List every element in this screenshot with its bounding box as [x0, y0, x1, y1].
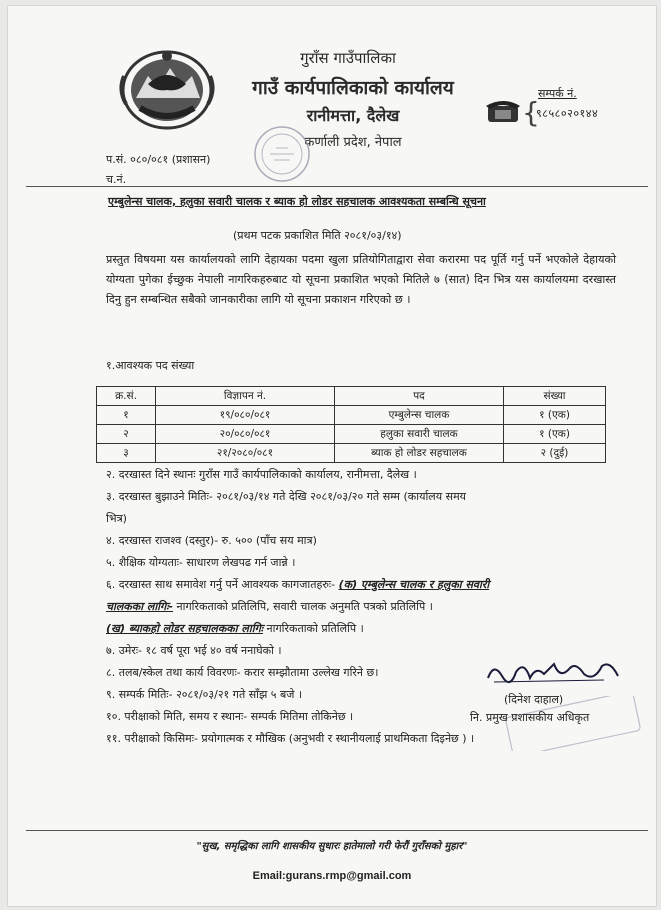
signatory-post: नि. प्रमुख प्रशासकीय अधिकृत	[470, 711, 590, 724]
cell-post: एम्बुलेन्स चालक	[335, 406, 504, 425]
table-row	[97, 444, 606, 463]
dispatch-number: च.नं.	[106, 173, 127, 186]
posts-table	[96, 386, 606, 463]
cell-post: हलुका सवारी चालक	[335, 425, 504, 444]
nepal-emblem-logo	[118, 46, 216, 131]
header-count: संख्या	[504, 387, 606, 406]
municipality-name: गुराँस गाउँपालिका	[300, 49, 396, 67]
list-item: १०. परीक्षाको मिति, समय र स्थानः- सम्पर्क मितिमा तोकिनेछ ।	[106, 710, 354, 723]
signature	[484, 656, 624, 688]
cell-serial: २	[97, 425, 156, 444]
list-item	[106, 618, 621, 640]
province-name: कर्णाली प्रदेश, नेपाल	[304, 135, 402, 150]
signatory-name: (दिनेश दाहाल)	[504, 693, 564, 706]
documents-group-b-label: (ख) ब्याकहो लोडर सहचालकका लागिः	[106, 622, 263, 635]
header-divider	[26, 186, 648, 187]
list-item	[106, 574, 621, 596]
office-name: गाउँ कार्यपालिकाको कार्यालय	[252, 77, 454, 99]
footer-email: Email:gurans.rmp@gmail.com	[252, 870, 412, 882]
footer-divider	[26, 830, 648, 831]
cell-post: ब्याक हो लोडर सहचालक	[335, 444, 504, 463]
list-item: ७. उमेरः- १८ वर्ष पूरा भई ४० वर्ष ननाघेको ।	[106, 644, 282, 657]
office-location: रानीमत्ता, दैलेख	[306, 106, 400, 125]
telephone-icon	[486, 98, 520, 124]
section-heading: १.आवश्यक पद संख्या	[106, 359, 195, 372]
documents-group-b-text: नागरिकताको प्रतिलिपि ।	[263, 622, 364, 635]
documents-label: ६. दरखास्त साथ समावेश गर्नु पर्ने आवश्यक कागजातहरुः-	[106, 578, 339, 591]
cell-count: १ (एक)	[504, 425, 606, 444]
list-item	[106, 596, 621, 618]
header-post: पद	[335, 387, 504, 406]
contact-label: सम्पर्क नं.	[538, 87, 577, 100]
documents-group-a-text: नागरिकताको प्रतिलिपि, सवारी चालक अनुमति पत्रको प्रतिलिपि ।	[173, 600, 433, 613]
documents-group-a-label: (क) एम्बुलेन्स चालक र हलुका सवारी	[338, 578, 490, 591]
list-item: ५. शैक्षिक योग्यताः- साधारण लेखपढ गर्न जान्ने ।	[106, 556, 296, 569]
documents-group-a-label-cont: चालकका लागिः-	[106, 600, 174, 613]
table-row	[97, 425, 606, 444]
list-item: ४. दरखास्त राजश्व (दस्तुर)- रु. ५०० (पाँच सय मात्र)	[106, 534, 317, 547]
cell-ad-number: २०/०८०/०८१	[156, 425, 335, 444]
notice-subtitle: (प्रथम पटक प्रकाशित मिति २०८१/०३/१४)	[233, 229, 402, 242]
cell-ad-number: २१/२०८०/०८१	[156, 444, 335, 463]
notice-page	[8, 6, 656, 906]
reference-number: प.सं. ०८०/०८१ (प्रशासन)	[106, 153, 211, 166]
cell-ad-number: १९/०८०/०८१	[156, 406, 335, 425]
list-item: २. दरखास्त दिने स्थानः गुराँस गाउँ कार्यपालिकाको कार्यालय, रानीमत्ता, दैलेख ।	[106, 468, 417, 481]
list-item: ३. दरखास्त बुझाउने मितिः- २०८१/०३/१४ गते देखि २०८१/०३/२० गते सम्म (कार्यालय समय	[106, 490, 467, 503]
cell-serial: ३	[97, 444, 156, 463]
notice-title: एम्बुलेन्स चालक, हलुका सवारी चालक र ब्याक हो लोडर सहचालक आवश्यकता सम्बन्धि सूचना	[108, 195, 486, 208]
table-row	[97, 406, 606, 425]
notice-intro: प्रस्तुत विषयमा यस कार्यालयको लागि देहायका पदमा खुला प्रतियोगिताद्वारा सेवा करारमा पद पूर्ति गर्नु पर्ने भएकोले देहायको योग्यता पुगेका ईच्छुक नेपाली नागरिकहरुबाट यो सूचना प्रकाशित भएको मितिले ७ (सात) दिन भित्र यस कार्यालयमा दरखास्त दिनु हुन सम्बन्धित सबैको जानकारीका लागि यो सूचना प्रकाशन गरिएको छ ।	[106, 253, 616, 306]
header-serial: क्र.सं.	[97, 387, 156, 406]
cell-count: २ (दुई)	[504, 444, 606, 463]
list-item: ११. परीक्षाको किसिमः- प्रयोगात्मक र मौखिक (अनुभवी र स्थानीयलाई प्राथमिकता दिइनेछ ) ।	[106, 732, 475, 745]
cell-count: १ (एक)	[504, 406, 606, 425]
office-stamp	[252, 124, 312, 184]
footer-slogan: "सुख, समृद्धिका लागि शासकीय सुधारः हातेमालो गरी फेरौं गुराँसको मुहार"	[196, 841, 468, 852]
list-item: भित्र)	[106, 512, 127, 525]
cell-serial: १	[97, 406, 156, 425]
contact-number: ९८५८०२०१४४	[536, 107, 599, 120]
table-header-row	[97, 387, 606, 406]
list-item: ९. सम्पर्क मितिः- २०८१/०३/२१ गते साँझ ५ बजे ।	[106, 688, 303, 701]
list-item: ८. तलब/स्केल तथा कार्य विवरणः- करार सम्झौतामा उल्लेख गरिने छ।	[106, 666, 379, 679]
header-ad-number: विज्ञापन नं.	[156, 387, 335, 406]
brace-icon: {	[522, 96, 540, 129]
